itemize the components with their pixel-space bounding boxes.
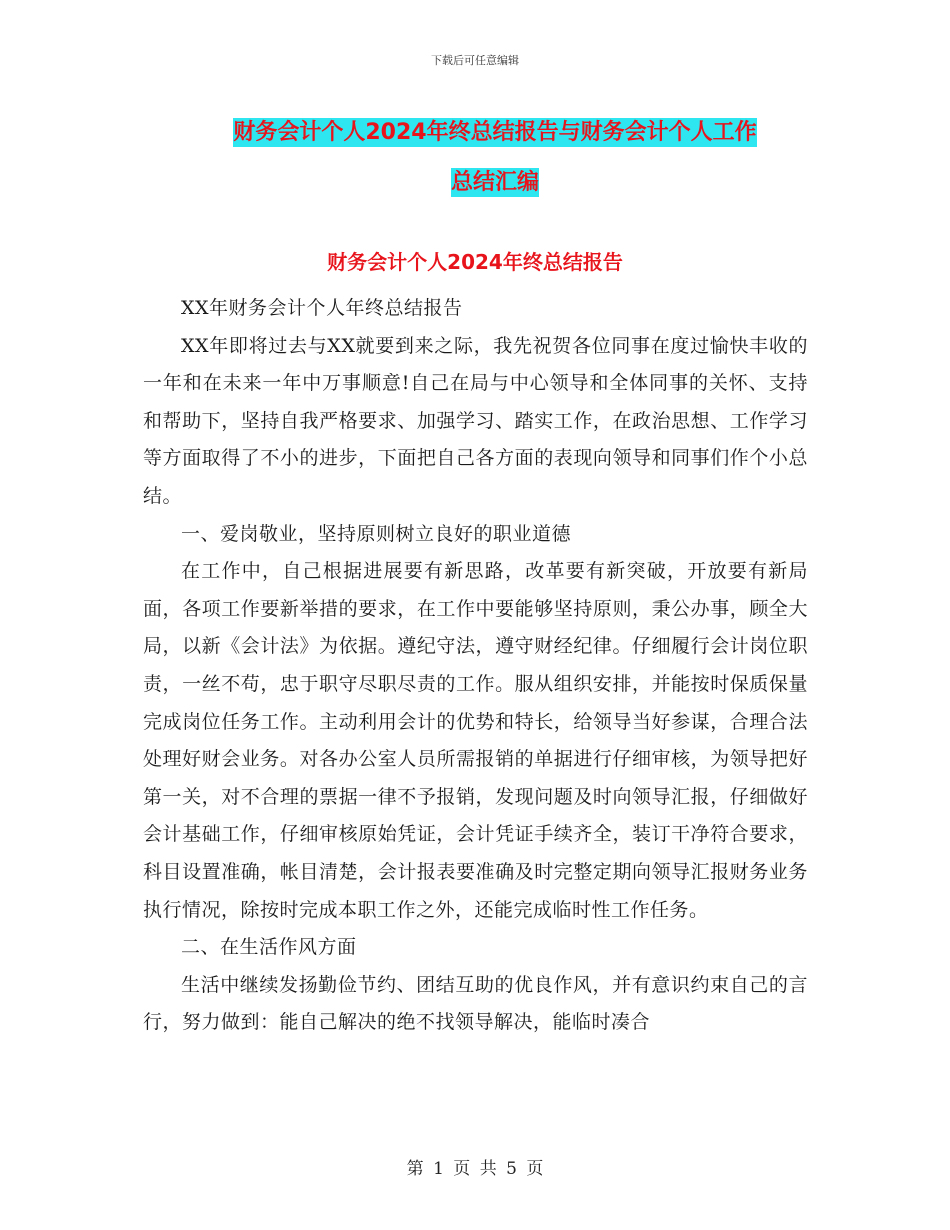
document-title (150, 108, 840, 208)
paragraph-life: 生活中继续发扬勤俭节约、团结互助的优良作风，并有意识约束自己的言行，努力做到：能自己解决的绝不找领导解决，能临时凑合 (143, 973, 808, 1034)
header-note: 下载后可任意编辑 (431, 54, 519, 67)
page-footer: 第 1 页 共 5 页 (406, 1159, 544, 1179)
paragraph-work: 在工作中，自己根据进展要有新思路，改革要有新突破，开放要有新局面，各项工作要新举措的要求，在工作中要能够坚持原则，秉公办事，顾全大局，以新《会计法》为依据。遵纪守法，遵守财经纪律。仔细履行会计岗位职责，一丝不苟，忠于职守尽职尽责的工作。服从组织安排，并能按时保质保量完成岗位任务工作。主动利用会计的优势和特长，给领导当好参谋，合理合法处理好财会业务。对各办公室人员所需报销的单据进行仔细审核，为领导把好第一关，对不合理的票据一律不予报销，发现问题及时向领导汇报，仔细做好会计基础工作，仔细审核原始凭证，会计凭证手续齐全，装订干净符合要求，科目设置准确，帐目清楚，会计报表要准确及时完整定期向领导汇报财务业务执行情况，除按时完成本职工作之外，还能完成临时性工作任务。 (143, 560, 808, 921)
section-title: 财务会计个人2024年终总结报告 (327, 250, 623, 274)
document-title-line1: 财务会计个人2024年终总结报告与财务会计个人工作 (233, 120, 757, 145)
paragraph-heading-2: 二、在生活作风方面 (181, 936, 357, 959)
document-title-line2: 总结汇编 (450, 170, 539, 195)
paragraph-heading-1: 一、爱岗敬业，坚持原则树立良好的职业道德 (181, 522, 572, 545)
paragraph-report-title: XX年财务会计个人年终总结报告 (181, 297, 463, 319)
paragraph-intro: XX年即将过去与XX就要到来之际，我先祝贺各位同事在度过愉快丰收的一年和在未来一年中万事顺意!自己在局与中心领导和全体同事的关怀、支持和帮助下，坚持自我严格要求、加强学习、踏实工作，在政治思想、工作学习等方面取得了不小的进步，下面把自己各方面的表现向领导和同事们作个小总结。 (143, 334, 808, 507)
document-body (143, 290, 808, 1042)
